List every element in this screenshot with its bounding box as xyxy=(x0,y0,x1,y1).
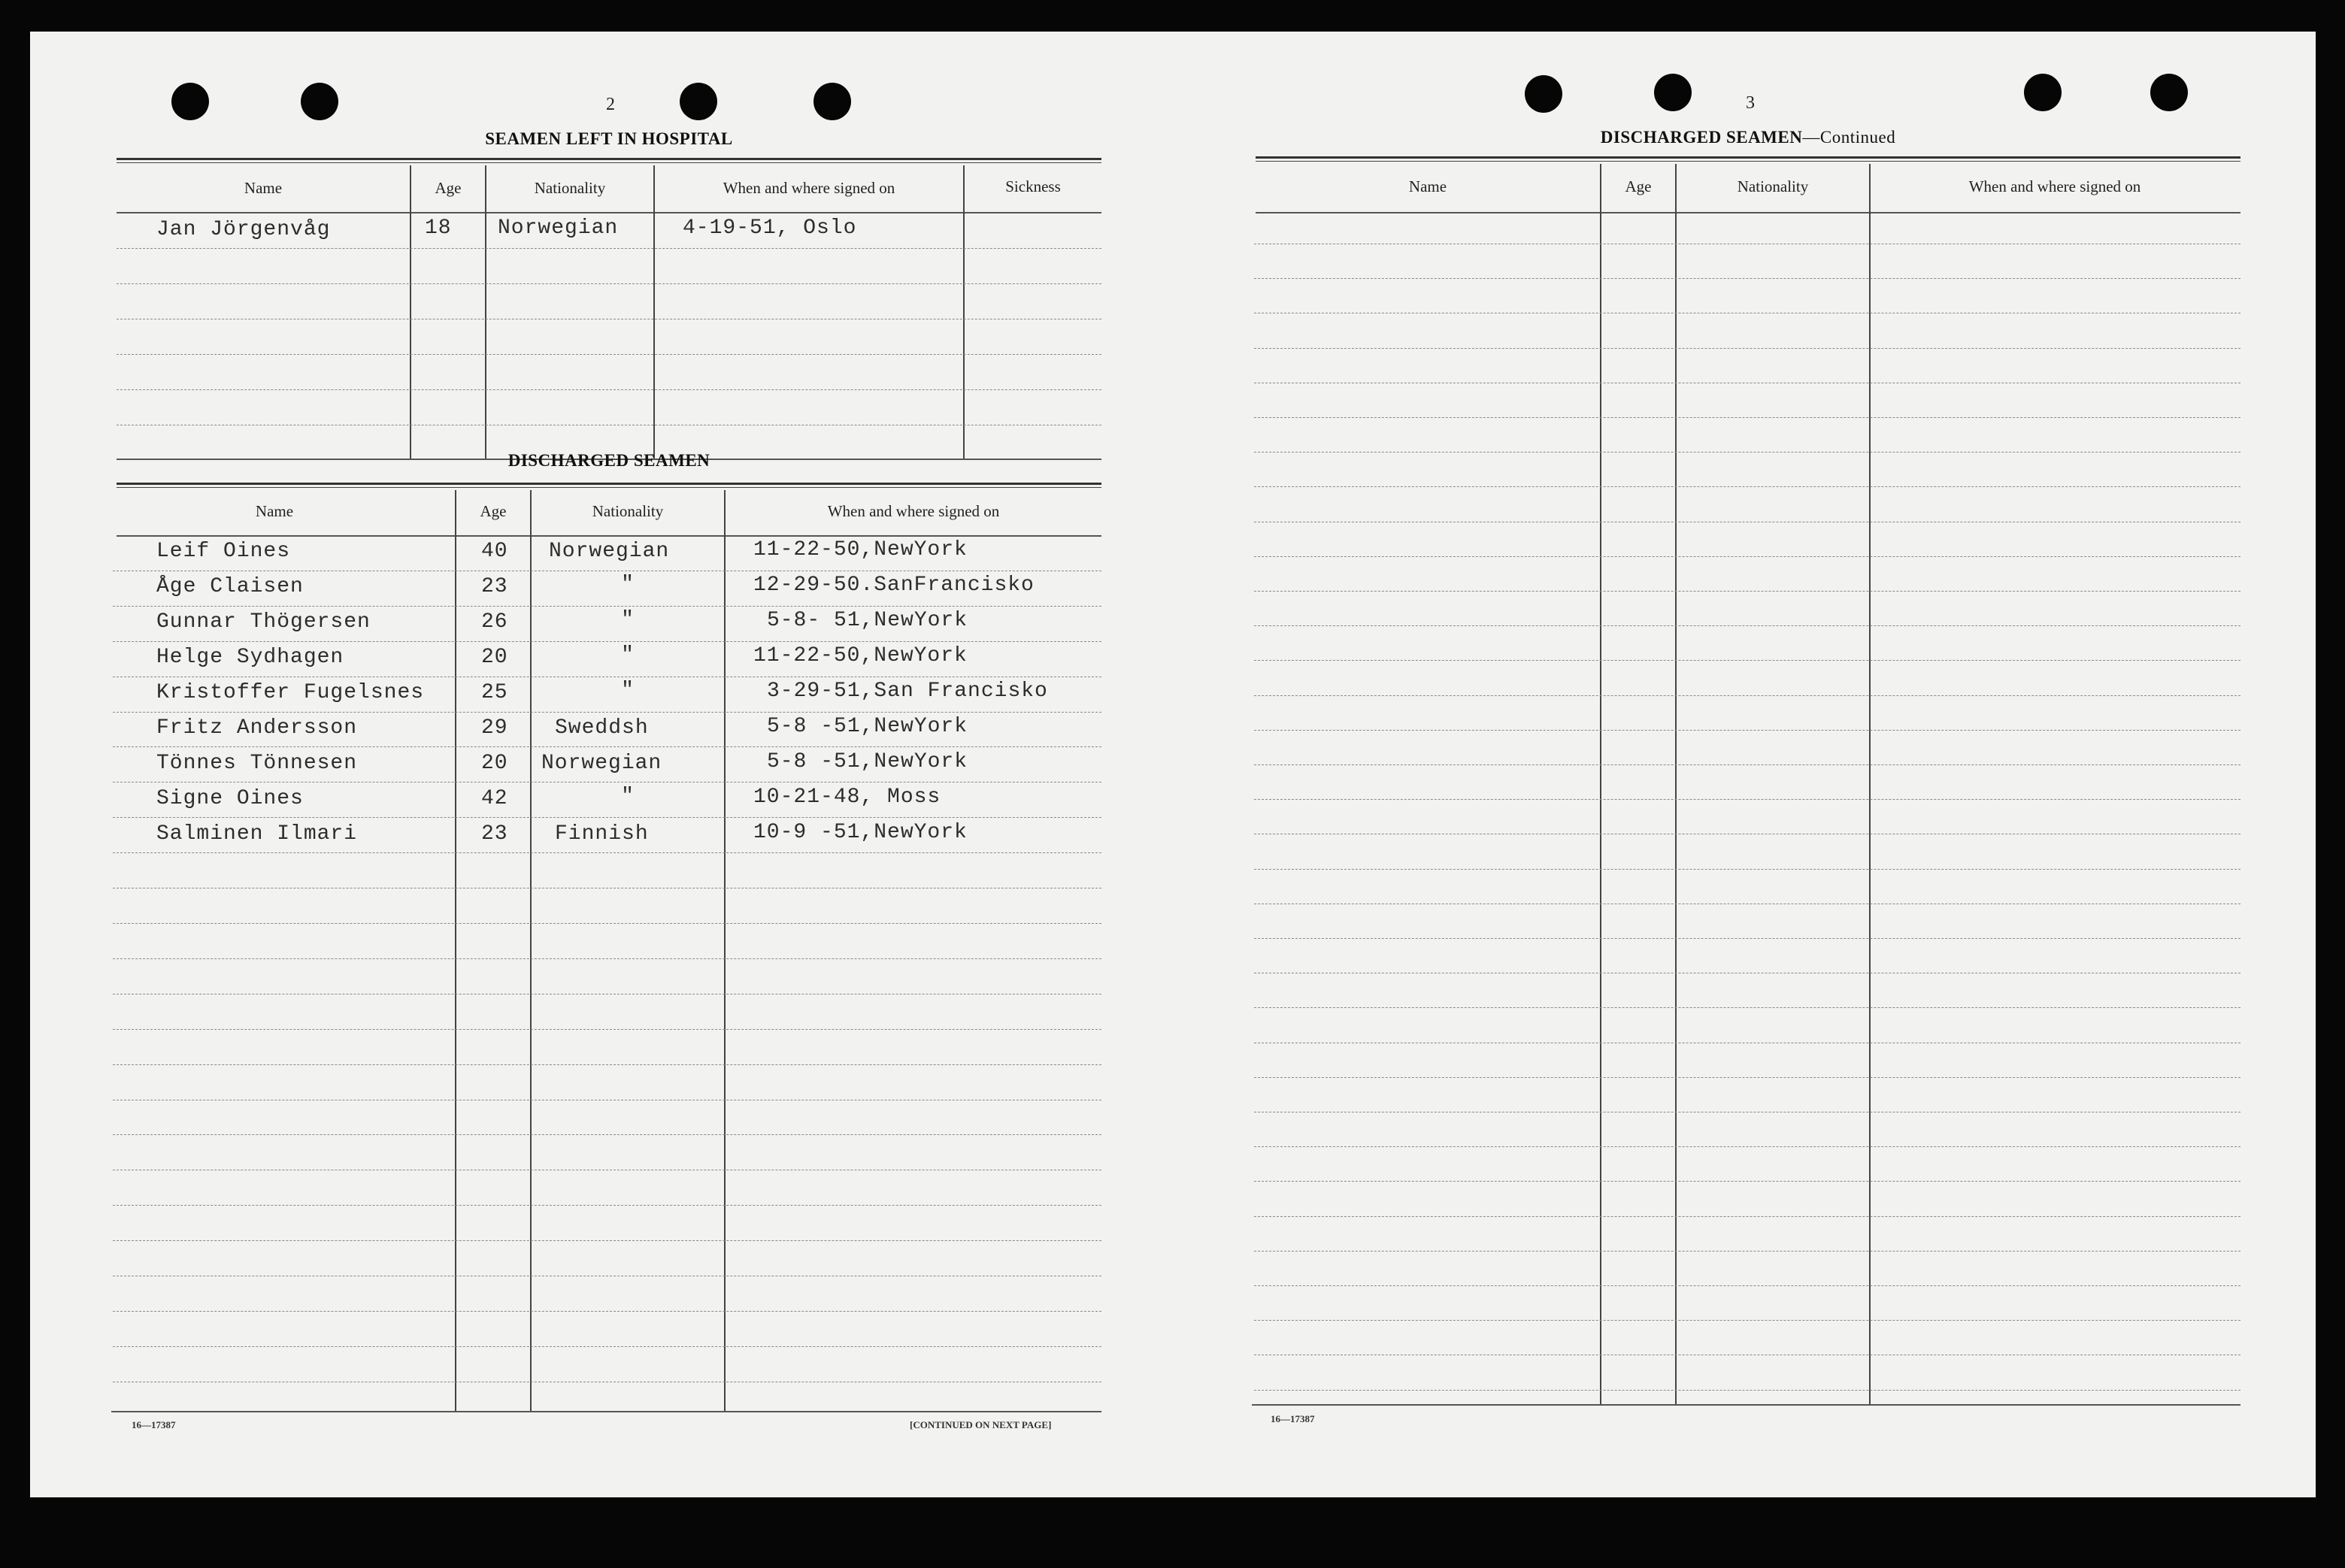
row-line xyxy=(1254,1251,2240,1252)
row-line xyxy=(1254,452,2240,453)
punch-hole xyxy=(1525,75,1562,113)
seaman-age: 20 xyxy=(481,752,508,775)
row-line xyxy=(1254,869,2240,870)
row-line xyxy=(1254,1077,2240,1078)
seaman-nationality: Finnish xyxy=(555,822,649,846)
row-line xyxy=(1254,1285,2240,1286)
row-line xyxy=(117,283,1101,284)
punch-hole xyxy=(171,83,209,120)
punch-hole xyxy=(2150,74,2188,111)
row-line xyxy=(1254,591,2240,592)
discharged-top-rule xyxy=(117,483,1101,488)
seaman-nationality: " xyxy=(621,608,635,631)
row-line xyxy=(113,958,1101,959)
right-col-divider xyxy=(1675,164,1677,1404)
seaman-age: 25 xyxy=(481,681,508,704)
punch-hole xyxy=(301,83,338,120)
hospital-header-rule xyxy=(117,212,1101,213)
row-line xyxy=(113,1346,1101,1347)
row-line xyxy=(117,248,1101,249)
right-col-divider xyxy=(1600,164,1601,1404)
row-line xyxy=(1254,1007,2240,1008)
seaman-age: 23 xyxy=(481,575,508,598)
title-main: DISCHARGED SEAMEN xyxy=(1600,128,1803,147)
page-number-right: 3 xyxy=(1746,93,1755,113)
row-line xyxy=(113,1311,1101,1312)
discharged-col-divider xyxy=(455,490,456,1411)
right-col-signed-on: When and where signed on xyxy=(1968,177,2141,195)
hospital-col-divider xyxy=(410,165,411,459)
hospital-col-age: Age xyxy=(435,179,462,197)
seaman-signed-on: 11-22-50,NewYork xyxy=(753,538,968,562)
row-line xyxy=(1254,1181,2240,1182)
discharged-col-divider xyxy=(724,490,726,1411)
row-line xyxy=(113,641,1101,642)
seaman-signed-on: 5-8- 51,NewYork xyxy=(767,609,968,632)
punch-hole xyxy=(1654,74,1692,111)
discharged-col-age: Age xyxy=(480,502,507,520)
seaman-signed-on: 5-8 -51,NewYork xyxy=(767,715,968,738)
hospital-col-divider xyxy=(653,165,655,459)
row-line xyxy=(113,746,1101,747)
row-line xyxy=(1254,799,2240,800)
seaman-signed-on: 10-9 -51,NewYork xyxy=(753,821,968,844)
right-bottom-rule xyxy=(1252,1404,2240,1406)
row-line xyxy=(113,712,1101,713)
row-line xyxy=(1254,730,2240,731)
seaman-age: 42 xyxy=(481,787,508,810)
seaman-name: Salminen Ilmari xyxy=(156,822,358,846)
row-line xyxy=(1254,278,2240,279)
seaman-nationality: Norwegian xyxy=(541,752,662,775)
row-line xyxy=(117,389,1101,390)
hospital-name: Jan Jörgenvåg xyxy=(156,218,331,241)
row-line xyxy=(1254,417,2240,418)
row-line xyxy=(1254,1146,2240,1147)
row-line xyxy=(1254,1320,2240,1321)
seaman-signed-on: 3-29-51,San Francisko xyxy=(767,680,1048,703)
row-line xyxy=(1254,625,2240,626)
right-col-age: Age xyxy=(1625,177,1652,195)
seaman-name: Gunnar Thögersen xyxy=(156,610,371,634)
row-line xyxy=(1254,556,2240,557)
discharged-col-signed-on: When and where signed on xyxy=(827,502,1000,520)
seaman-signed-on: 12-29-50.SanFrancisko xyxy=(753,574,1035,597)
row-line xyxy=(117,354,1101,355)
discharged-col-name: Name xyxy=(255,502,294,520)
seaman-nationality: " xyxy=(621,643,635,667)
hospital-top-rule xyxy=(117,158,1101,163)
row-line xyxy=(1254,486,2240,487)
seaman-name: Tönnes Tönnesen xyxy=(156,752,358,775)
row-line xyxy=(113,817,1101,818)
hospital-section-title: SEAMEN LEFT IN HOSPITAL xyxy=(485,129,733,148)
hospital-col-divider xyxy=(963,165,965,459)
seaman-nationality: Norwegian xyxy=(549,540,670,563)
row-line xyxy=(1254,1216,2240,1217)
seaman-name: Signe Oines xyxy=(156,787,304,810)
seaman-signed-on: 10-21-48, Moss xyxy=(753,786,941,809)
right-top-rule xyxy=(1256,156,2240,162)
row-line xyxy=(113,1134,1101,1135)
punch-hole xyxy=(813,83,851,120)
hospital-nationality: Norwegian xyxy=(498,216,619,240)
seaman-nationality: Sweddsh xyxy=(555,716,649,740)
punch-hole xyxy=(680,83,717,120)
hospital-col-sickness: Sickness xyxy=(1005,177,1061,195)
form-number-right: 16—17387 xyxy=(1271,1413,1315,1424)
title-suffix: —Continued xyxy=(1802,128,1896,147)
right-col-name: Name xyxy=(1408,177,1447,195)
row-line xyxy=(1254,660,2240,661)
seaman-age: 26 xyxy=(481,610,508,634)
continued-note: [CONTINUED ON NEXT PAGE] xyxy=(910,1419,1052,1430)
form-number-left: 16—17387 xyxy=(132,1419,176,1430)
row-line xyxy=(113,1240,1101,1241)
discharged-bottom-rule xyxy=(111,1411,1101,1412)
hospital-age: 18 xyxy=(425,216,452,240)
seaman-signed-on: 5-8 -51,NewYork xyxy=(767,750,968,773)
right-col-nationality: Nationality xyxy=(1737,177,1809,195)
row-line xyxy=(1254,764,2240,765)
document-sheet xyxy=(30,32,2316,1497)
seaman-name: Helge Sydhagen xyxy=(156,646,344,669)
hospital-signed-on: 4-19-51, Oslo xyxy=(683,216,857,240)
row-line xyxy=(1254,695,2240,696)
right-header-rule xyxy=(1256,212,2240,213)
seaman-name: Kristoffer Fugelsnes xyxy=(156,681,425,704)
seaman-age: 23 xyxy=(481,822,508,846)
seaman-age: 20 xyxy=(481,646,508,669)
seaman-age: 40 xyxy=(481,540,508,563)
row-line xyxy=(113,1205,1101,1206)
row-line xyxy=(1254,1390,2240,1391)
discharged-section-title: DISCHARGED SEAMEN xyxy=(507,451,710,470)
discharged-header-rule xyxy=(117,535,1101,537)
seaman-nationality: " xyxy=(621,573,635,596)
seaman-nationality: " xyxy=(621,785,635,808)
right-col-divider xyxy=(1869,164,1871,1404)
row-line xyxy=(113,923,1101,924)
row-line xyxy=(113,1029,1101,1030)
seaman-name: Leif Oines xyxy=(156,540,291,563)
discharged-col-nationality: Nationality xyxy=(592,502,664,520)
page-number-left: 2 xyxy=(606,95,615,114)
row-line xyxy=(113,1064,1101,1065)
seaman-nationality: " xyxy=(621,679,635,702)
hospital-col-signed-on: When and where signed on xyxy=(723,179,895,197)
row-line xyxy=(1254,938,2240,939)
seaman-name: Fritz Andersson xyxy=(156,716,358,740)
discharged-continued-title xyxy=(1256,128,2240,147)
row-line xyxy=(113,852,1101,853)
hospital-col-divider xyxy=(485,165,486,459)
row-line xyxy=(113,606,1101,607)
seaman-name: Åge Claisen xyxy=(156,575,304,598)
seaman-age: 29 xyxy=(481,716,508,740)
row-line xyxy=(1254,348,2240,349)
seaman-signed-on: 11-22-50,NewYork xyxy=(753,644,968,667)
punch-hole xyxy=(2024,74,2062,111)
hospital-col-nationality: Nationality xyxy=(534,179,606,197)
hospital-col-name: Name xyxy=(244,179,283,197)
